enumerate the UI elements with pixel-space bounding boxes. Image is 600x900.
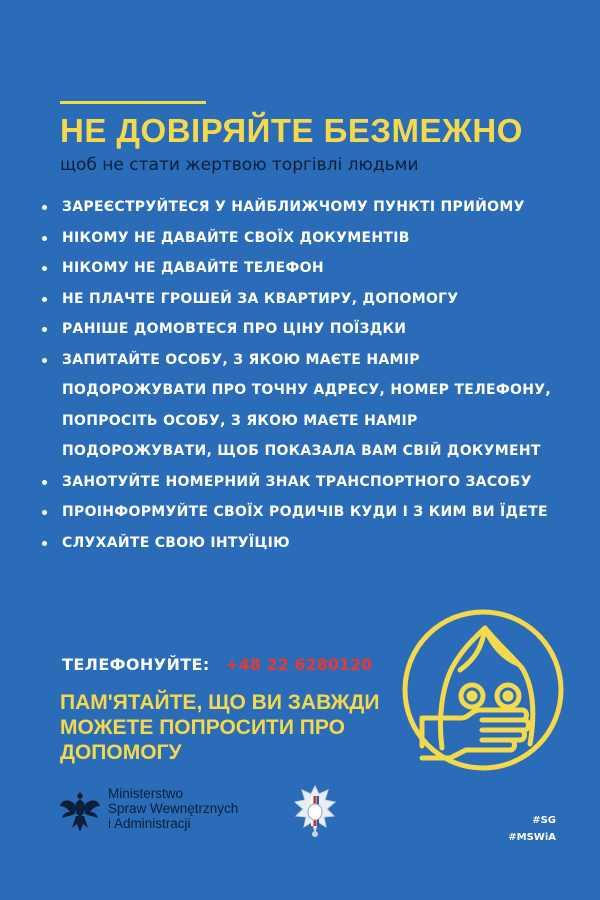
- border-guard-emblem-icon: [290, 782, 340, 842]
- ministry-logo-block: [58, 786, 238, 836]
- hashtag: #SG: [532, 815, 556, 826]
- tip-item: ЗАРЕЄСТРУЙТЕСЯ У НАЙБЛИЖЧОМУ ПУНКТІ ПРИЙОМУ: [38, 192, 558, 223]
- headline-accent-rule: [60, 101, 206, 104]
- tip-item: ПРОІНФОРМУЙТЕ СВОЇХ РОДИЧІВ КУДИ І З КИМ ВИ ЇДЕТЕ: [38, 497, 558, 528]
- tip-item: НІКОМУ НЕ ДАВАЙТЕ СВОЇХ ДОКУМЕНТІВ: [38, 223, 558, 254]
- hashtag: #MSWiA: [508, 832, 556, 843]
- ministry-name-line: Ministerstwo: [108, 786, 184, 801]
- tip-item: НЕ ПЛАЧТЕ ГРОШЕЙ ЗА КВАРТИРУ, ДОПОМОГУ: [38, 284, 558, 315]
- ministry-name-line: i Administracji: [108, 816, 191, 831]
- tip-item: НІКОМУ НЕ ДАВАЙТЕ ТЕЛЕФОН: [38, 253, 558, 284]
- ministry-name-line: Spraw Wewnętrznych: [108, 801, 239, 816]
- tip-item: РАНІШЕ ДОМОВТЕСЯ ПРО ЦІНУ ПОЇЗДКИ: [38, 314, 558, 345]
- tips-list: [38, 192, 558, 558]
- headline: НЕ ДОВІРЯЙТЕ БЕЗМЕЖНО: [60, 112, 523, 149]
- tip-item: СЛУХАЙТЕ СВОЮ ІНТУЇЦІЮ: [38, 528, 558, 559]
- remember-message: ПАМ'ЯТАЙТЕ, ЩО ВИ ЗАВЖДИ МОЖЕТЕ ПОПРОСИТИ ПРО ДОПОМОГУ: [60, 691, 380, 764]
- tip-item: ЗАНОТУЙТЕ НОМЕРНИЙ ЗНАК ТРАНСПОРТНОГО ЗАСОБУ: [38, 467, 558, 498]
- tip-item: ЗАПИТАЙТЕ ОСОБУ, З ЯКОЮ МАЄТЕ НАМІР ПОДОРОЖУВАТИ ПРО ТОЧНУ АДРЕСУ, НОМЕР ТЕЛЕФОНУ, ПОПРОСІТЬ ОСОБУ, З ЯКОЮ МАЄТЕ НАМІР ПОДОРОЖУВАТИ, ЩОБ ПОКАЗАЛА ВАМ СВІЙ ДОКУМЕНТ: [38, 345, 558, 467]
- polish-eagle-emblem-icon: [58, 786, 102, 836]
- hashtags: [508, 812, 556, 846]
- phone-row: [62, 655, 372, 674]
- phone-number-link[interactable]: +48 22 6280120: [225, 655, 373, 674]
- phone-label: ТЕЛЕФОНУЙТЕ:: [62, 655, 210, 674]
- subtitle: щоб не стати жертвою торгівлі людьми: [60, 155, 419, 175]
- face-covering-mouth-icon: [390, 598, 570, 778]
